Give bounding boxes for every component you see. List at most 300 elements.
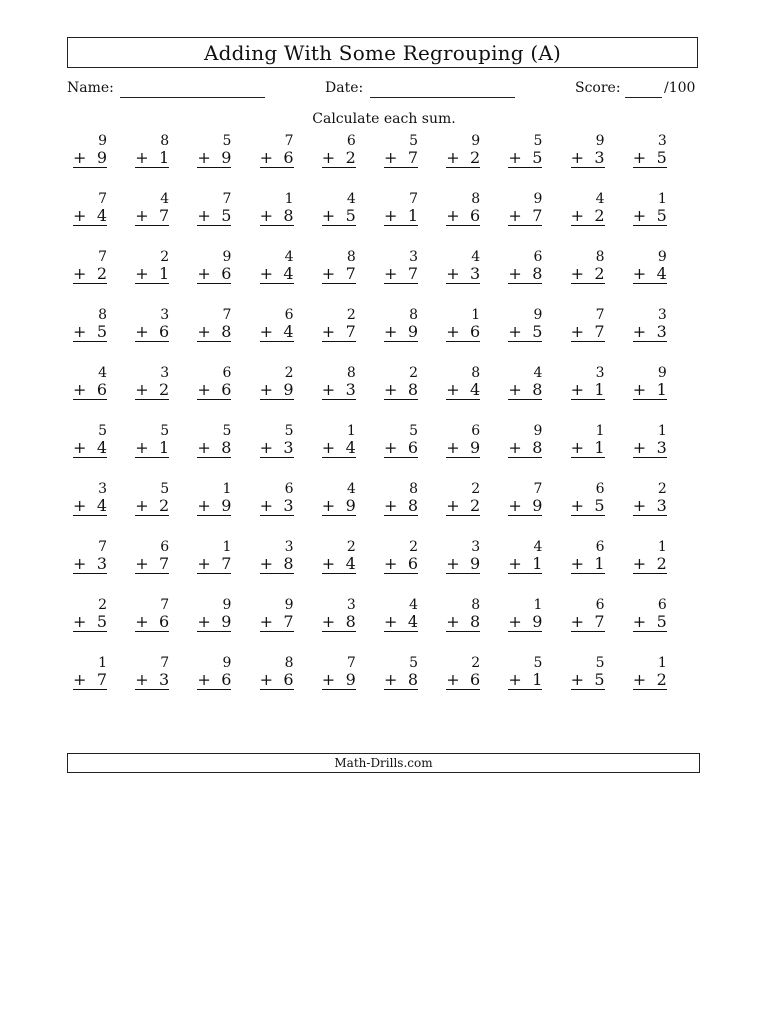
addend-bottom-row bbox=[571, 381, 605, 400]
addend-bottom: 5 bbox=[221, 206, 232, 225]
addend-bottom: 9 bbox=[221, 496, 232, 515]
plus-sign: + bbox=[632, 496, 647, 515]
addend-bottom-row bbox=[197, 323, 231, 342]
addend-bottom: 3 bbox=[96, 554, 107, 573]
addend-top: 4 bbox=[160, 191, 170, 207]
addend-bottom-row bbox=[446, 671, 480, 690]
addend-bottom: 6 bbox=[96, 380, 107, 399]
addend-bottom: 2 bbox=[594, 264, 605, 283]
addend-bottom: 9 bbox=[221, 148, 232, 167]
addend-bottom: 6 bbox=[470, 670, 481, 689]
addend-top: 8 bbox=[346, 249, 356, 265]
addend-top: 1 bbox=[595, 423, 605, 439]
addend-top: 7 bbox=[222, 191, 232, 207]
addend-bottom-row bbox=[508, 439, 542, 458]
addend-bottom: 6 bbox=[159, 322, 170, 341]
addend-bottom-row bbox=[135, 381, 169, 400]
addend-bottom: 7 bbox=[594, 322, 605, 341]
plus-sign: + bbox=[384, 264, 398, 283]
plus-sign: + bbox=[73, 148, 87, 167]
addend-bottom-row bbox=[384, 613, 418, 632]
plus-sign: + bbox=[197, 438, 211, 457]
score-line[interactable] bbox=[625, 97, 662, 98]
addend-bottom-row bbox=[384, 207, 418, 226]
addend-bottom: 9 bbox=[345, 670, 356, 689]
addend-top: 9 bbox=[222, 249, 232, 265]
addend-bottom: 6 bbox=[159, 612, 170, 631]
plus-sign: + bbox=[135, 612, 149, 631]
addend-bottom-row bbox=[135, 265, 169, 284]
addend-bottom: 5 bbox=[594, 670, 605, 689]
plus-sign: + bbox=[570, 612, 584, 631]
addend-bottom-row bbox=[197, 497, 231, 516]
plus-sign: + bbox=[632, 612, 647, 631]
addend-bottom: 2 bbox=[470, 148, 481, 167]
addend-bottom: 9 bbox=[470, 554, 481, 573]
addend-bottom: 4 bbox=[96, 206, 107, 225]
plus-sign: + bbox=[73, 322, 87, 341]
addend-bottom-row bbox=[260, 207, 294, 226]
addend-top: 8 bbox=[346, 365, 356, 381]
addend-bottom: 5 bbox=[594, 496, 605, 515]
addend-bottom-row bbox=[197, 381, 231, 400]
addend-bottom-row bbox=[633, 381, 667, 400]
addend-bottom-row bbox=[322, 149, 356, 168]
addend-bottom-row bbox=[260, 149, 294, 168]
plus-sign: + bbox=[446, 438, 460, 457]
addend-bottom-row bbox=[322, 613, 356, 632]
addend-bottom: 8 bbox=[221, 322, 232, 341]
addend-bottom: 7 bbox=[221, 554, 232, 573]
addend-top: 3 bbox=[595, 365, 605, 381]
addend-top: 4 bbox=[595, 191, 605, 207]
plus-sign: + bbox=[632, 206, 647, 225]
plus-sign: + bbox=[508, 322, 522, 341]
addend-top: 1 bbox=[222, 539, 232, 555]
addend-bottom: 4 bbox=[345, 554, 356, 573]
addend-bottom: 9 bbox=[345, 496, 356, 515]
addend-bottom: 6 bbox=[470, 322, 481, 341]
addend-bottom: 9 bbox=[532, 496, 543, 515]
plus-sign: + bbox=[197, 206, 211, 225]
addend-bottom: 2 bbox=[656, 554, 667, 573]
addend-top: 3 bbox=[471, 539, 481, 555]
addend-bottom: 2 bbox=[159, 380, 170, 399]
plus-sign: + bbox=[321, 496, 336, 515]
plus-sign: + bbox=[321, 438, 336, 457]
addend-top: 7 bbox=[98, 191, 107, 207]
addend-bottom-row bbox=[446, 207, 480, 226]
plus-sign: + bbox=[632, 148, 647, 167]
plus-sign: + bbox=[259, 148, 273, 167]
plus-sign: + bbox=[197, 380, 211, 399]
addend-bottom: 1 bbox=[594, 438, 605, 457]
addend-bottom-row bbox=[384, 323, 418, 342]
footer: Math-Drills.com bbox=[67, 753, 700, 773]
addend-top: 8 bbox=[284, 655, 294, 671]
addend-top: 9 bbox=[533, 423, 543, 439]
addend-bottom: 4 bbox=[283, 264, 294, 283]
plus-sign: + bbox=[73, 438, 87, 457]
plus-sign: + bbox=[384, 496, 398, 515]
addend-bottom: 8 bbox=[407, 670, 418, 689]
addend-top: 8 bbox=[595, 249, 605, 265]
addend-top: 8 bbox=[98, 307, 107, 323]
plus-sign: + bbox=[384, 380, 398, 399]
plus-sign: + bbox=[197, 612, 211, 631]
addend-bottom-row bbox=[633, 265, 667, 284]
addend-bottom-row bbox=[446, 497, 480, 516]
addend-top: 4 bbox=[533, 539, 543, 555]
addend-bottom-row bbox=[197, 555, 231, 574]
addend-bottom: 8 bbox=[407, 380, 418, 399]
addend-top: 4 bbox=[346, 191, 356, 207]
addend-top: 8 bbox=[409, 481, 418, 497]
addend-bottom-row bbox=[322, 381, 356, 400]
plus-sign: + bbox=[508, 148, 522, 167]
score-label: Score: bbox=[575, 80, 621, 96]
addend-top: 3 bbox=[160, 365, 170, 381]
addend-bottom-row bbox=[135, 323, 169, 342]
addend-bottom-row bbox=[446, 555, 480, 574]
plus-sign: + bbox=[446, 670, 460, 689]
addend-bottom: 8 bbox=[283, 554, 294, 573]
addend-bottom: 6 bbox=[221, 264, 232, 283]
addend-top: 5 bbox=[409, 423, 418, 439]
addend-bottom-row bbox=[571, 149, 605, 168]
addend-top: 6 bbox=[222, 365, 232, 381]
plus-sign: + bbox=[73, 554, 87, 573]
plus-sign: + bbox=[135, 148, 149, 167]
plus-sign: + bbox=[135, 438, 149, 457]
worksheet-title: Adding With Some Regrouping (A) bbox=[67, 37, 698, 68]
addend-bottom: 5 bbox=[96, 322, 107, 341]
plus-sign: + bbox=[632, 438, 647, 457]
addend-bottom-row bbox=[197, 149, 231, 168]
plus-sign: + bbox=[259, 380, 273, 399]
instructions: Calculate each sum. bbox=[312, 111, 456, 127]
addend-top: 2 bbox=[284, 365, 294, 381]
addend-bottom: 8 bbox=[470, 612, 481, 631]
plus-sign: + bbox=[259, 206, 273, 225]
addend-bottom: 7 bbox=[594, 612, 605, 631]
addend-bottom: 4 bbox=[656, 264, 667, 283]
addend-bottom: 2 bbox=[345, 148, 356, 167]
addend-bottom: 3 bbox=[656, 496, 667, 515]
addend-bottom-row bbox=[73, 381, 107, 400]
plus-sign: + bbox=[321, 148, 336, 167]
addend-bottom: 5 bbox=[656, 206, 667, 225]
addend-bottom: 2 bbox=[159, 496, 170, 515]
plus-sign: + bbox=[73, 612, 87, 631]
addend-bottom: 5 bbox=[96, 612, 107, 631]
addend-top: 1 bbox=[533, 597, 543, 613]
addend-bottom: 2 bbox=[594, 206, 605, 225]
addend-bottom-row bbox=[135, 613, 169, 632]
addend-bottom: 3 bbox=[283, 496, 294, 515]
addend-bottom: 4 bbox=[407, 612, 418, 631]
addend-bottom: 8 bbox=[532, 380, 543, 399]
plus-sign: + bbox=[446, 148, 460, 167]
addend-bottom-row bbox=[260, 555, 294, 574]
addend-top: 6 bbox=[595, 597, 605, 613]
addend-top: 1 bbox=[657, 539, 667, 555]
addend-bottom: 3 bbox=[656, 322, 667, 341]
addend-top: 8 bbox=[471, 191, 481, 207]
addend-bottom: 1 bbox=[407, 206, 418, 225]
addend-bottom-row bbox=[260, 381, 294, 400]
plus-sign: + bbox=[384, 670, 398, 689]
addend-top: 8 bbox=[409, 307, 418, 323]
addend-top: 6 bbox=[160, 539, 170, 555]
addend-bottom: 3 bbox=[345, 380, 356, 399]
plus-sign: + bbox=[259, 612, 273, 631]
addend-bottom: 5 bbox=[532, 322, 543, 341]
addend-top: 7 bbox=[98, 539, 107, 555]
plus-sign: + bbox=[384, 206, 398, 225]
plus-sign: + bbox=[508, 380, 522, 399]
addend-bottom-row bbox=[135, 207, 169, 226]
addend-bottom: 2 bbox=[470, 496, 481, 515]
addend-bottom: 7 bbox=[407, 148, 418, 167]
addend-bottom-row bbox=[73, 671, 107, 690]
plus-sign: + bbox=[135, 670, 149, 689]
addend-bottom-row bbox=[446, 323, 480, 342]
plus-sign: + bbox=[446, 206, 460, 225]
plus-sign: + bbox=[73, 496, 87, 515]
score-total: /100 bbox=[664, 80, 696, 96]
plus-sign: + bbox=[446, 380, 460, 399]
addend-bottom: 4 bbox=[470, 380, 481, 399]
addend-top: 1 bbox=[346, 423, 356, 439]
addend-bottom-row bbox=[446, 381, 480, 400]
addend-bottom: 4 bbox=[96, 496, 107, 515]
plus-sign: + bbox=[197, 264, 211, 283]
addend-bottom: 4 bbox=[283, 322, 294, 341]
plus-sign: + bbox=[259, 264, 273, 283]
addend-bottom: 1 bbox=[532, 670, 543, 689]
addend-bottom: 7 bbox=[96, 670, 107, 689]
addend-bottom-row bbox=[135, 149, 169, 168]
plus-sign: + bbox=[446, 496, 460, 515]
addend-bottom-row bbox=[508, 555, 542, 574]
addend-bottom-row bbox=[73, 149, 107, 168]
addend-top: 6 bbox=[346, 133, 356, 149]
addend-bottom-row bbox=[197, 671, 231, 690]
addend-top: 9 bbox=[98, 133, 107, 149]
addend-bottom: 3 bbox=[283, 438, 294, 457]
addend-bottom: 1 bbox=[532, 554, 543, 573]
addend-bottom-row bbox=[260, 671, 294, 690]
addend-bottom-row bbox=[73, 497, 107, 516]
addend-top: 5 bbox=[409, 133, 418, 149]
addend-bottom: 6 bbox=[283, 670, 294, 689]
addend-bottom: 1 bbox=[159, 264, 170, 283]
plus-sign: + bbox=[135, 380, 149, 399]
addend-bottom-row bbox=[446, 149, 480, 168]
addend-bottom-row bbox=[571, 207, 605, 226]
addend-bottom-row bbox=[135, 439, 169, 458]
addend-top: 3 bbox=[409, 249, 418, 265]
addend-top: 2 bbox=[160, 249, 170, 265]
plus-sign: + bbox=[73, 380, 87, 399]
addend-bottom-row bbox=[633, 555, 667, 574]
plus-sign: + bbox=[508, 264, 522, 283]
addend-top: 4 bbox=[533, 365, 543, 381]
addend-top: 2 bbox=[346, 539, 356, 555]
plus-sign: + bbox=[135, 322, 149, 341]
addend-bottom-row bbox=[322, 439, 356, 458]
addend-top: 9 bbox=[284, 597, 294, 613]
addend-bottom: 4 bbox=[96, 438, 107, 457]
plus-sign: + bbox=[197, 554, 211, 573]
plus-sign: + bbox=[73, 264, 87, 283]
addend-top: 1 bbox=[471, 307, 481, 323]
plus-sign: + bbox=[508, 206, 522, 225]
date-line[interactable] bbox=[370, 97, 515, 98]
addend-bottom-row bbox=[197, 439, 231, 458]
addend-bottom-row bbox=[260, 439, 294, 458]
plus-sign: + bbox=[321, 670, 336, 689]
header-fields bbox=[67, 80, 700, 100]
addend-bottom-row bbox=[135, 497, 169, 516]
addend-bottom: 5 bbox=[656, 148, 667, 167]
plus-sign: + bbox=[508, 670, 522, 689]
addend-top: 3 bbox=[284, 539, 294, 555]
addend-bottom-row bbox=[322, 555, 356, 574]
plus-sign: + bbox=[197, 322, 211, 341]
plus-sign: + bbox=[135, 206, 149, 225]
addend-top: 8 bbox=[471, 365, 481, 381]
addend-bottom-row bbox=[197, 613, 231, 632]
addend-bottom-row bbox=[446, 265, 480, 284]
plus-sign: + bbox=[321, 322, 336, 341]
addend-bottom-row bbox=[384, 149, 418, 168]
addend-bottom-row bbox=[73, 323, 107, 342]
addend-bottom-row bbox=[384, 497, 418, 516]
addend-top: 4 bbox=[471, 249, 481, 265]
addend-top: 2 bbox=[409, 365, 418, 381]
addend-top: 7 bbox=[284, 133, 294, 149]
addend-top: 1 bbox=[657, 191, 667, 207]
plus-sign: + bbox=[446, 264, 460, 283]
plus-sign: + bbox=[570, 670, 584, 689]
addend-top: 3 bbox=[346, 597, 356, 613]
plus-sign: + bbox=[570, 554, 584, 573]
plus-sign: + bbox=[197, 496, 211, 515]
addend-top: 1 bbox=[222, 481, 232, 497]
addend-bottom: 9 bbox=[407, 322, 418, 341]
plus-sign: + bbox=[321, 206, 336, 225]
plus-sign: + bbox=[259, 670, 273, 689]
addend-top: 5 bbox=[533, 133, 543, 149]
addend-bottom: 7 bbox=[159, 554, 170, 573]
addend-bottom-row bbox=[384, 265, 418, 284]
addend-top: 9 bbox=[471, 133, 481, 149]
addend-top: 7 bbox=[409, 191, 418, 207]
addend-bottom: 5 bbox=[532, 148, 543, 167]
addend-bottom: 1 bbox=[594, 380, 605, 399]
addend-top: 7 bbox=[595, 307, 605, 323]
addend-bottom-row bbox=[633, 497, 667, 516]
addend-bottom: 6 bbox=[407, 554, 418, 573]
addend-top: 1 bbox=[98, 655, 107, 671]
plus-sign: + bbox=[259, 322, 273, 341]
addend-top: 7 bbox=[160, 655, 170, 671]
addend-bottom-row bbox=[508, 149, 542, 168]
plus-sign: + bbox=[570, 148, 584, 167]
addend-top: 4 bbox=[98, 365, 107, 381]
plus-sign: + bbox=[321, 554, 336, 573]
addend-bottom: 6 bbox=[470, 206, 481, 225]
addend-top: 9 bbox=[657, 249, 667, 265]
addend-top: 5 bbox=[595, 655, 605, 671]
addend-bottom-row bbox=[508, 671, 542, 690]
addend-bottom: 8 bbox=[283, 206, 294, 225]
addend-top: 9 bbox=[222, 597, 232, 613]
addend-top: 2 bbox=[98, 597, 107, 613]
addend-bottom-row bbox=[446, 439, 480, 458]
plus-sign: + bbox=[259, 496, 273, 515]
plus-sign: + bbox=[570, 322, 584, 341]
addend-bottom: 2 bbox=[96, 264, 107, 283]
addend-bottom-row bbox=[633, 323, 667, 342]
addend-bottom-row bbox=[322, 671, 356, 690]
plus-sign: + bbox=[197, 148, 211, 167]
addend-top: 7 bbox=[222, 307, 232, 323]
addend-bottom: 9 bbox=[283, 380, 294, 399]
addend-bottom: 7 bbox=[345, 264, 356, 283]
addend-bottom: 3 bbox=[594, 148, 605, 167]
addend-bottom-row bbox=[633, 439, 667, 458]
addend-bottom: 7 bbox=[283, 612, 294, 631]
addend-bottom-row bbox=[384, 671, 418, 690]
addend-top: 6 bbox=[284, 307, 294, 323]
addend-bottom: 6 bbox=[283, 148, 294, 167]
addend-bottom-row bbox=[73, 555, 107, 574]
addend-bottom-row bbox=[508, 207, 542, 226]
name-line[interactable] bbox=[120, 97, 265, 98]
addend-bottom-row bbox=[508, 265, 542, 284]
addend-top: 9 bbox=[595, 133, 605, 149]
addend-bottom-row bbox=[571, 497, 605, 516]
addend-bottom: 1 bbox=[159, 148, 170, 167]
addend-top: 3 bbox=[657, 307, 667, 323]
addend-bottom: 7 bbox=[345, 322, 356, 341]
addend-bottom-row bbox=[135, 671, 169, 690]
addend-top: 4 bbox=[284, 249, 294, 265]
addend-bottom: 3 bbox=[656, 438, 667, 457]
addend-bottom-row bbox=[633, 613, 667, 632]
plus-sign: + bbox=[632, 264, 647, 283]
addend-bottom: 4 bbox=[345, 438, 356, 457]
addend-top: 5 bbox=[222, 423, 232, 439]
addend-bottom-row bbox=[322, 265, 356, 284]
addend-top: 8 bbox=[471, 597, 481, 613]
addend-bottom: 9 bbox=[96, 148, 107, 167]
plus-sign: + bbox=[135, 554, 149, 573]
addend-top: 9 bbox=[222, 655, 232, 671]
addend-top: 2 bbox=[657, 481, 667, 497]
plus-sign: + bbox=[446, 612, 460, 631]
plus-sign: + bbox=[632, 380, 647, 399]
plus-sign: + bbox=[508, 612, 522, 631]
addend-bottom: 8 bbox=[221, 438, 232, 457]
addend-bottom-row bbox=[322, 207, 356, 226]
addend-top: 3 bbox=[160, 307, 170, 323]
addend-bottom-row bbox=[508, 323, 542, 342]
plus-sign: + bbox=[632, 554, 647, 573]
